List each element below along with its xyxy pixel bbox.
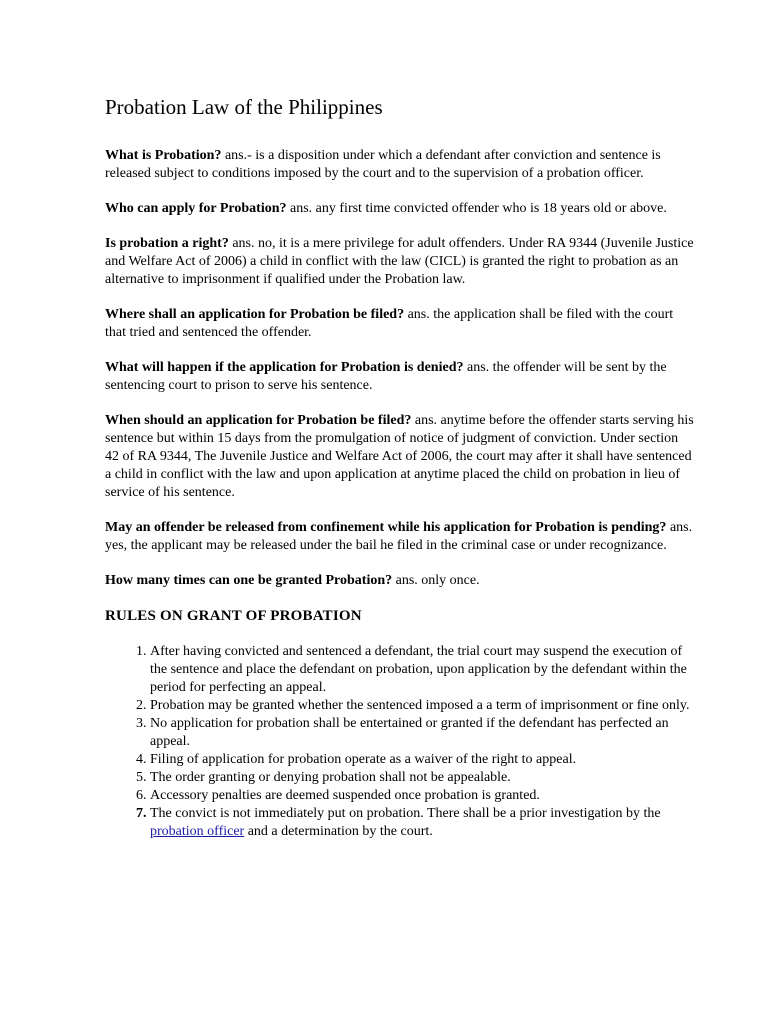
qa-item — [105, 147, 695, 183]
qa-item — [105, 359, 695, 395]
answer: ans. the application shall be filed with the court that tried and sentenced the offender. — [105, 307, 674, 340]
probation-officer-link[interactable]: probation officer — [150, 824, 245, 839]
rules-list — [105, 643, 695, 841]
question: May an offender be released from confinement while his application for Probation is pending? — [105, 520, 667, 535]
question: What is Probation? — [105, 148, 222, 163]
question: What will happen if the application for Probation is denied? — [105, 360, 464, 375]
rules-heading: RULES ON GRANT OF PROBATION — [105, 608, 362, 624]
answer: ans. anytime before the offender starts serving his sentence but within 15 days from the promulgation of notice of judgment of conviction. Under section 42 of RA 9344, The Juvenile Justice and Welfare Act of 2006, the court may after it shall have sentenced a child in conflict with the law and upon application at anytime placed the child on probation in lieu of service of his sentence. — [105, 413, 694, 500]
answer: ans. the offender will be sent by the sentencing court to prison to serve his sentence. — [105, 360, 667, 393]
qa-item — [105, 306, 695, 342]
rule-text: The convict is not immediately put on probation. There shall be a prior investigation by the — [150, 806, 661, 821]
question: How many times can one be granted Probation? — [105, 573, 393, 588]
rule-item — [150, 805, 695, 841]
qa-item — [105, 200, 695, 218]
rule-item: 1. After having convicted and sentenced a defendant, the trial court may suspend the execution of the sentence and place the defendant on probation, upon application by the defendant within the period for perfecting an appeal. — [150, 643, 695, 697]
qa-item — [105, 235, 695, 289]
rule-item: 4. Filing of application for probation operate as a waiver of the right to appeal. — [150, 751, 695, 769]
question: Is probation a right? — [105, 236, 229, 251]
rule-item: 6. Accessory penalties are deemed suspended once probation is granted. — [150, 787, 695, 805]
rule-item: 3. No application for probation shall be entertained or granted if the defendant has perfected an appeal. — [150, 715, 695, 751]
answer: ans. only once. — [392, 573, 480, 588]
qa-item — [105, 572, 695, 590]
question: When should an application for Probation be filed? — [105, 413, 412, 428]
answer: ans. no, it is a mere privilege for adult offenders. Under RA 9344 (Juvenile Justice and Welfare Act of 2006) a child in conflict with the law (CICL) is granted the right to probation as an alternative to imprisonment if qualified under the Probation law. — [105, 236, 694, 287]
rule-item: 5. The order granting or denying probation shall not be appealable. — [150, 769, 695, 787]
answer: ans. any first time convicted offender who is 18 years old or above. — [286, 201, 667, 216]
document-page — [105, 94, 695, 841]
document-title: Probation Law of the Philippines — [105, 95, 383, 119]
qa-item — [105, 412, 695, 502]
answer: ans. yes, the applicant may be released under the bail he filed in the criminal case or under recognizance. — [105, 520, 693, 553]
qa-item — [105, 519, 695, 555]
rule-item: 2. Probation may be granted whether the sentenced imposed a a term of imprisonment or fine only. — [150, 697, 695, 715]
question: Who can apply for Probation? — [105, 201, 287, 216]
answer: ans.- is a disposition under which a defendant after conviction and sentence is released subject to conditions imposed by the court and to the supervision of a probation officer. — [105, 148, 661, 181]
question: Where shall an application for Probation be filed? — [105, 307, 405, 322]
rule-text: and a determination by the court. — [244, 824, 433, 839]
